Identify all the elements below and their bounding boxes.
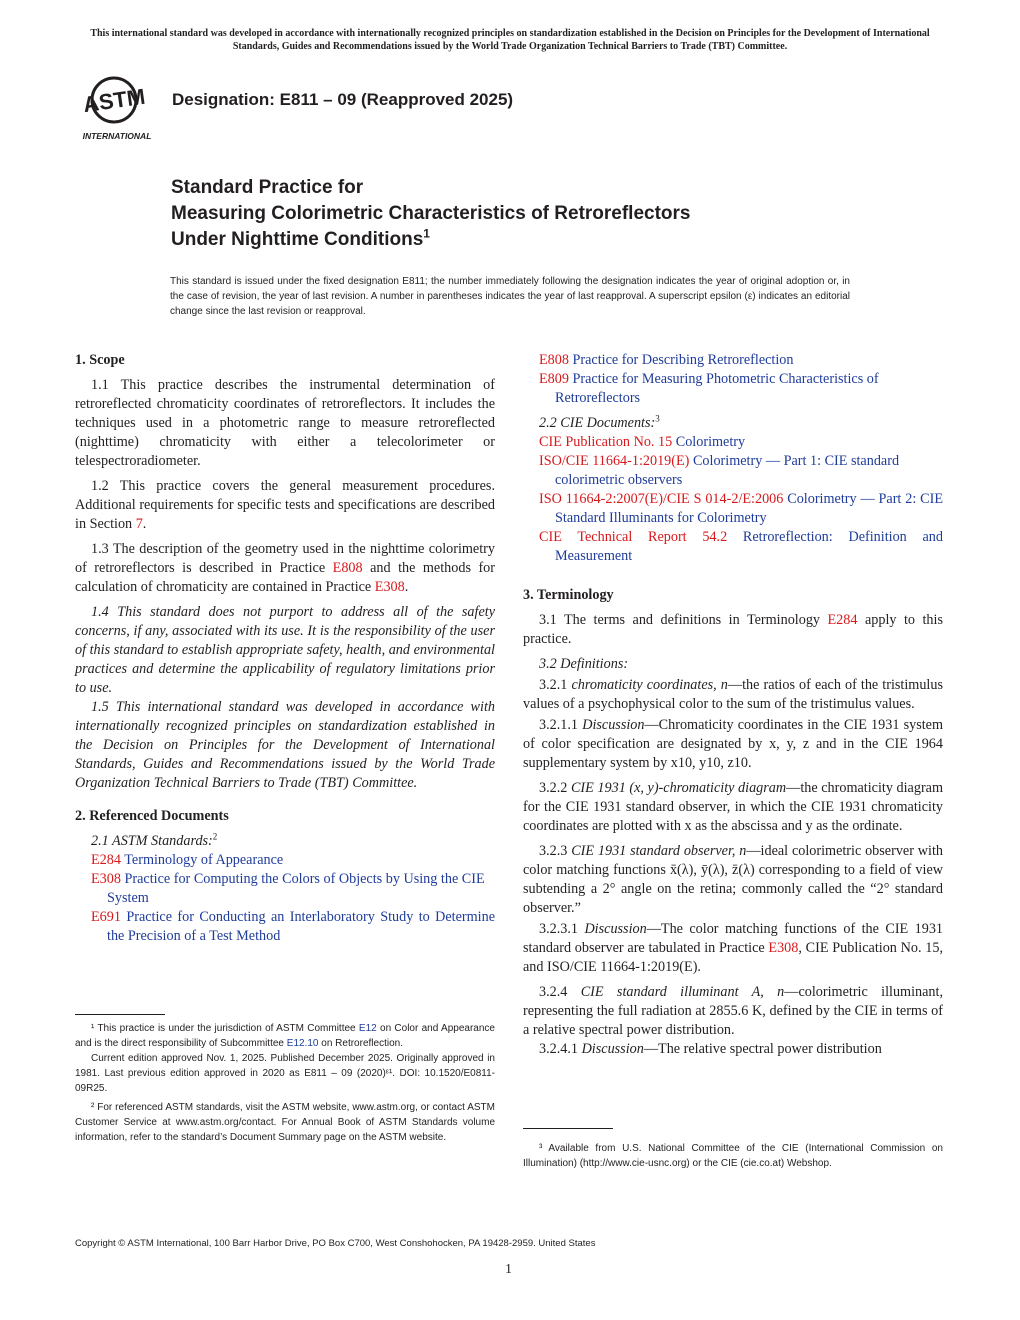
section-1-heading: 1. Scope: [75, 352, 125, 368]
ref-cie-54-2[interactable]: CIE Technical Report 54.2 Retroreflection: Definition and Measurement: [539, 529, 943, 564]
section-2-heading: 2. Referenced Documents: [75, 808, 229, 824]
tbt-notice: This international standard was developed in accordance with internationally recognized principles on standardization established in the Decision on Principles for the Development of International Standards, Guides and Recommendations issued by the World Trade Organization Technical Barriers to Trade (TBT) Committee.: [90, 28, 930, 52]
para-1-3: 1.3 The description of the geometry used in the nighttime colorimetry of retroreflectors is described in Practice E808 and the methods for calculation of chromaticity are contained in Practice E308.: [75, 541, 496, 595]
ref-cie-15[interactable]: CIE Publication No. 15 Colorimetry: [539, 434, 746, 450]
para-3-1: 3.1 The terms and definitions in Terminology E284 apply to this practice.: [523, 612, 943, 647]
ref-e691[interactable]: E691 Practice for Conducting an Interlaboratory Study to Determine the Precision of a Test Method: [91, 909, 495, 944]
ref-iso-11664-2[interactable]: ISO 11664-2:2007(E)/CIE S 014-2/E:2006 Colorimetry — Part 2: CIE Standard Illuminants for Colorimetry: [539, 491, 943, 526]
para-1-4: 1.4 This standard does not purport to address all of the safety concerns, if any, associated with its use. It is the responsibility of the user of this standard to establish appropriate safety, health, and environmental practices and determine the applicability of regulatory limitations prior to use.: [75, 604, 495, 696]
footnote-rule-left: [75, 1014, 165, 1015]
ref-e284[interactable]: E284 Terminology of Appearance: [91, 852, 284, 868]
ref-e308[interactable]: E308 Practice for Computing the Colors of Objects by Using the CIE System: [91, 871, 485, 906]
para-3-2-3-1: 3.2.3.1 Discussion—The color matching functions of the CIE 1931 standard observer are tabulated in Practice E308, CIE Publication No. 15, and ISO/CIE 11664-1:2019(E).: [523, 921, 944, 975]
title-line-3: Under Nighttime Conditions$^1$: [171, 226, 430, 250]
astm-standards-label: 2.1 ASTM Standards:$^2$: [91, 831, 218, 849]
section-3-heading: 3. Terminology: [523, 587, 614, 603]
footnote-1-approval: Current edition approved Nov. 1, 2025. Published December 2025. Originally approved in 1981. Last previous edition approved in 2020 as E811 – 09 (2020)ᵋ¹. DOI: 10.1520/E0811-09R25.: [75, 1053, 495, 1094]
copyright: Copyright © ASTM International, 100 Barr Harbor Drive, PO Box C700, West Conshohocken, PA 19428-2959. United States: [75, 1238, 596, 1249]
section-7-link[interactable]: 7: [135, 516, 143, 532]
footnote-2: ² For referenced ASTM standards, visit the ASTM website, www.astm.org, or contact ASTM Customer Service at www.astm.org/contact. For Annual Book of ASTM Standards volume information, refer to the standard’s Document Summary page on the ASTM website.: [75, 1102, 495, 1143]
svg-text:INTERNATIONAL: INTERNATIONAL: [82, 131, 152, 141]
ref-iso-cie-11664-1[interactable]: ISO/CIE 11664-1:2019(E) Colorimetry — Part 1: CIE standard colorimetric observers: [539, 453, 900, 488]
document-title: [171, 175, 691, 253]
para-3-2-4-1: 3.2.4.1 Discussion—The relative spectral power distribution: [539, 1041, 882, 1057]
cie-documents-label: 2.2 CIE Documents:$^3$: [539, 413, 660, 431]
para-3-2-2: 3.2.2 CIE 1931 (x, y)-chromaticity diagram—the chromaticity diagram for the CIE 1931 standard observer, in which the CIE 1931 chromaticity coordinates are plotted with x as the abscissa and y as the ordinate.: [523, 780, 944, 834]
para-1-1: 1.1 This practice describes the instrumental determination of retroreflected chromaticity coordinates of retroreflectors. It includes the techniques used in a photometric range to measure retroreflected (nighttime) chromaticity with either a telecolorimeter or telespectroradiometer.: [75, 377, 495, 469]
designation: Designation: E811 – 09 (Reapproved 2025): [172, 90, 514, 109]
footnote-rule-right: [523, 1128, 613, 1129]
e284-link[interactable]: E284: [827, 612, 858, 628]
footnote-1: ¹ This practice is under the jurisdiction of ASTM Committee E12 on Color and Appearance and is the direct responsibility of Subcommittee E12.10 on Retroreflection.: [75, 1023, 495, 1049]
para-3-2-1-1: 3.2.1.1 Discussion—Chromaticity coordinates in the CIE 1931 system of color specification are designated by x, y, z and in the CIE 1964 supplementary system by x10, y10, z10.: [523, 717, 943, 771]
e12-10-link[interactable]: E12.10: [286, 1038, 319, 1049]
svg-text:ASTM: ASTM: [81, 83, 147, 118]
para-1-5: 1.5 This international standard was developed in accordance with internationally recognized principles on standardization established in the Decision on Principles for the Development of International Standards, Guides and Recommendations issued by the World Trade Organization Technical Barriers to Trade (TBT) Committee.: [75, 699, 495, 791]
right-column: [523, 351, 943, 1059]
page-number: 1: [505, 1262, 512, 1277]
title-line-2: Measuring Colorimetric Characteristics of Retroreflectors: [171, 203, 691, 224]
ref-e808[interactable]: E808 Practice for Describing Retroreflection: [539, 352, 794, 368]
footnote-3-text: ³ Available from U.S. National Committee of the CIE (International Commission on Illumination) (http://www.cie-usnc.org) or the CIE (cie.co.at) Webshop.: [523, 1143, 943, 1169]
e308-link-2[interactable]: E308: [768, 940, 799, 956]
para-3-2-3: 3.2.3 CIE 1931 standard observer, n—ideal colorimetric observer with color matching functions x̄(λ), ȳ(λ), z̄(λ) corresponding to a field of view subtending a 2° angle on the retina; commonly called the “2° standard observer.”: [523, 843, 943, 916]
para-3-2: 3.2 Definitions:: [539, 656, 629, 672]
para-1-2: 1.2 This practice covers the general measurement procedures. Additional requirements for specific tests and specifications are described in Section 7.: [75, 478, 495, 532]
footnotes-left: [75, 1021, 495, 1145]
astm-logo: [72, 72, 162, 144]
ref-e809[interactable]: E809 Practice for Measuring Photometric Characteristics of Retroreflectors: [539, 371, 879, 406]
preface-note: This standard is issued under the fixed designation E811; the number immediately following the designation indicates the year of original adoption or, in the case of revision, the year of last revision. A number in parentheses indicates the year of last reapproval. A superscript epsilon (ε) indicates an editorial change since the last revision or reapproval.: [170, 276, 850, 317]
footnote-3: [523, 1141, 943, 1171]
e308-link[interactable]: E308: [374, 579, 405, 595]
para-3-2-1: 3.2.1 chromaticity coordinates, n—the ratios of each of the tristimulus values of a psychophysical color to the sum of the tristimulus values.: [523, 677, 943, 712]
e808-link[interactable]: E808: [332, 560, 363, 576]
e12-link[interactable]: E12: [358, 1023, 377, 1034]
title-line-1: Standard Practice for: [171, 177, 364, 198]
left-column: [75, 351, 495, 946]
para-3-2-4: 3.2.4 CIE standard illuminant A, n—colorimetric illuminant, representing the full radiation at 2855.6 K, defined by the CIE in terms of a relative spectral power distribution.: [523, 984, 943, 1038]
